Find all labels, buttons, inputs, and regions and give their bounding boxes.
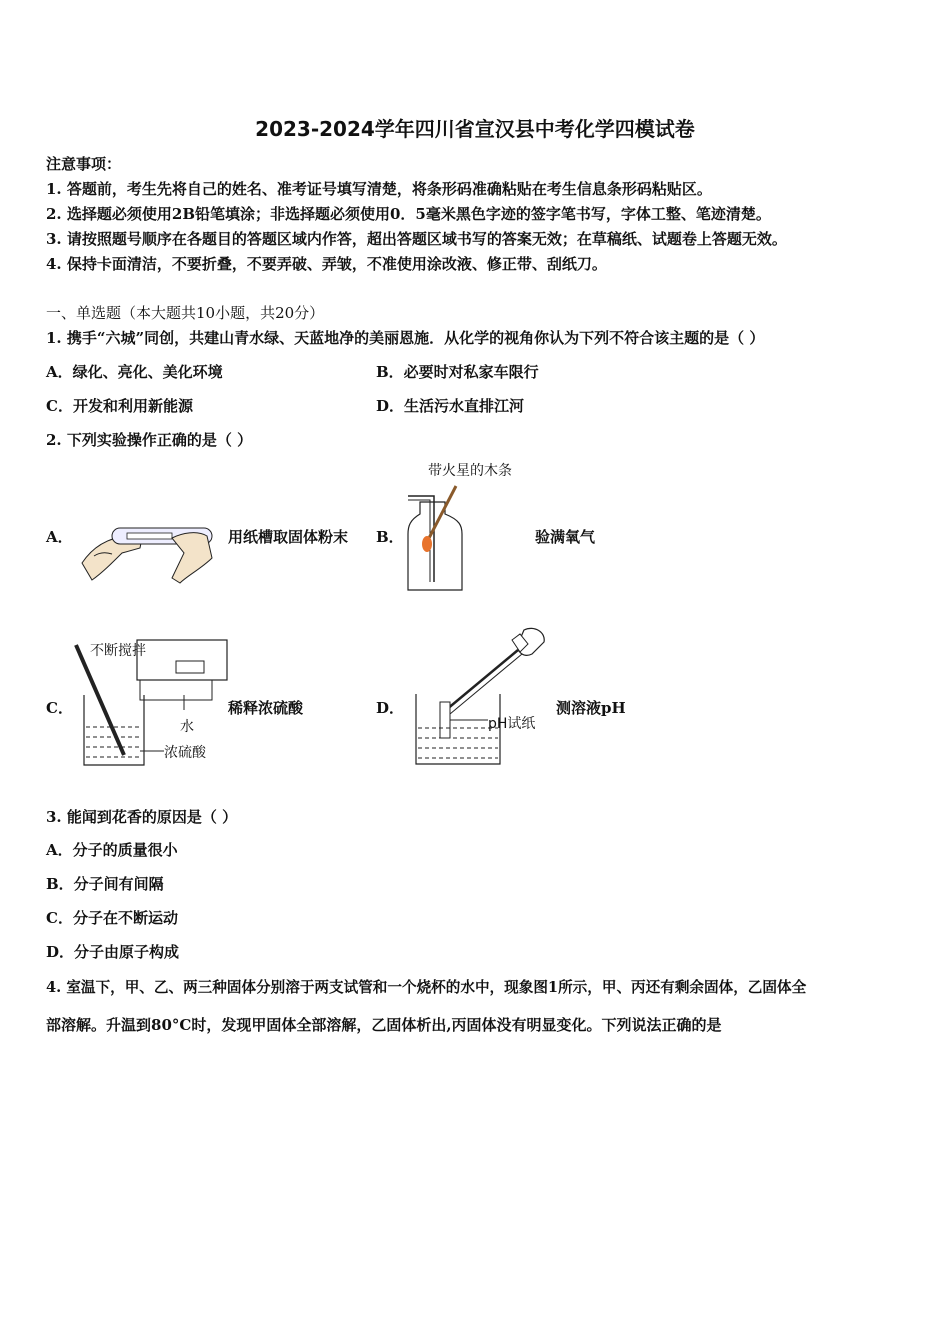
- paper-trough-figure: [72, 508, 222, 588]
- oxygen-bottle-figure: [400, 482, 470, 594]
- q2-option-a-letter: A．: [46, 528, 73, 546]
- q2-option-b-letter: B．: [376, 528, 404, 546]
- notice-item-1: 1. 答题前，考生先将自己的姓名、准考证号填写清楚，将条形码准确粘贴在考生信息条形码粘贴区。: [46, 180, 712, 198]
- splint-label: 带火星的木条: [428, 463, 512, 479]
- notice-heading: 注意事项：: [46, 155, 122, 173]
- q2-option-a-text: 用纸槽取固体粉末: [228, 528, 349, 546]
- q3-option-a: A．分子的质量很小: [46, 841, 178, 859]
- ph-test-figure: [404, 620, 554, 770]
- q2-option-d-text: 测溶液pH: [556, 699, 626, 717]
- q1-stem: 1. 携手“六城”同创，共建山青水绿、天蓝地净的美丽恩施．从化学的视角你认为下列不符合该主题的是（ ）: [46, 329, 765, 347]
- q2-option-b-text: 验满氧气: [535, 528, 596, 546]
- q2-stem: 2. 下列实验操作正确的是（ ）: [46, 431, 253, 449]
- notice-item-3: 3. 请按照题号顺序在各题目的答题区域内作答，超出答题区域书写的答案无效；在草稿纸、试题卷上答题无效。: [46, 230, 787, 248]
- q1-option-c: C．开发和利用新能源: [46, 397, 193, 415]
- page-title: 2023-2024学年四川省宣汉县中考化学四模试卷: [255, 117, 695, 141]
- q3-option-c: C．分子在不断运动: [46, 909, 178, 927]
- q3-option-b: B．分子间有间隔: [46, 875, 164, 893]
- q4-stem-line2: 部溶解。升温到80°C时，发现甲固体全部溶解，乙固体析出,丙固体没有明显变化。下列说法正确的是: [46, 1016, 722, 1034]
- q2-option-c-letter: C．: [46, 699, 73, 717]
- conc-acid-label: 浓硫酸: [164, 745, 206, 761]
- ph-paper-label: pH试纸: [488, 716, 536, 732]
- q1-option-a: A．绿化、亮化、美化环境: [46, 363, 223, 381]
- q3-stem: 3. 能闻到花香的原因是（ ）: [46, 808, 238, 826]
- q2-option-d-letter: D．: [376, 699, 405, 717]
- q1-option-b: B．必要时对私家车限行: [376, 363, 539, 381]
- q2-option-c-text: 稀释浓硫酸: [228, 699, 304, 717]
- section-heading: 一、单选题（本大题共10小题，共20分）: [46, 304, 325, 322]
- q4-stem-line1: 4. 室温下，甲、乙、两三种固体分别溶于两支试管和一个烧杯的水中，现象图1所示，甲、丙还有剩余固体，乙固体全: [46, 979, 807, 996]
- notice-item-2: 2. 选择题必须使用2B铅笔填涂；非选择题必须使用0．5毫米黑色字迹的签字笔书写，字体工整、笔迹清楚。: [46, 205, 771, 223]
- q3-option-d: D．分子由原子构成: [46, 943, 180, 961]
- stir-label: 不断搅拌: [90, 643, 146, 659]
- notice-item-4: 4. 保持卡面清洁，不要折叠，不要弄破、弄皱，不准使用涂改液、修正带、刮纸刀。: [46, 255, 607, 273]
- water-label: 水: [180, 719, 194, 735]
- q1-option-d: D．生活污水直排江河: [376, 397, 525, 415]
